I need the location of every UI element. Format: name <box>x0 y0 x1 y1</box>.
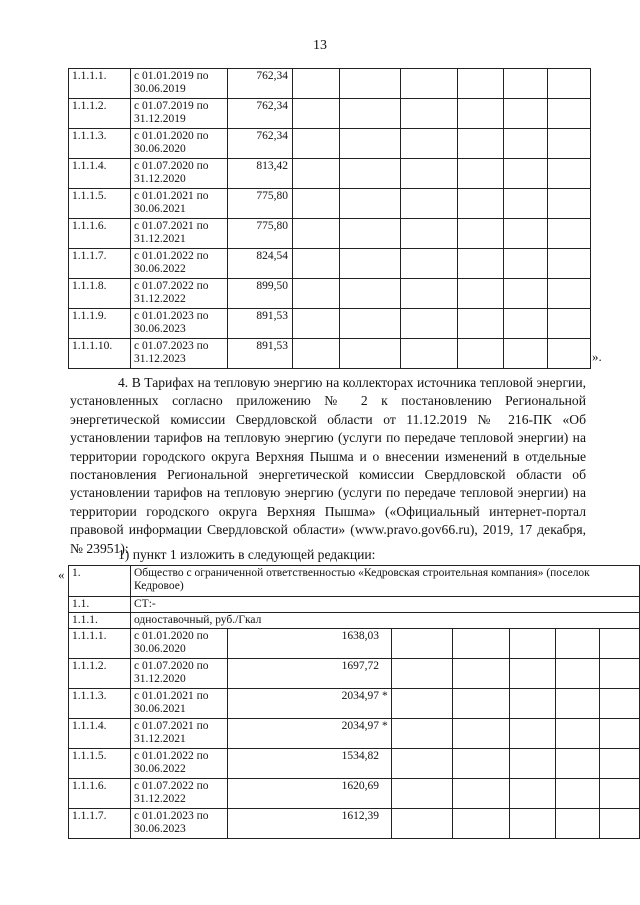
empty-cell <box>293 129 340 159</box>
empty-cell <box>340 99 401 129</box>
empty-cell <box>453 749 510 779</box>
empty-cell <box>392 719 453 749</box>
empty-cell <box>392 689 453 719</box>
empty-cell <box>504 339 548 369</box>
org-code: 1. <box>69 566 131 597</box>
row-code: 1.1.1.4. <box>69 159 131 189</box>
row-period: с 01.01.2020 по 30.06.2020 <box>131 129 228 159</box>
row-period: с 01.01.2021 по 30.06.2021 <box>131 689 228 719</box>
row-value: 775,80 <box>228 189 293 219</box>
row-code: 1.1.1.5. <box>69 749 131 779</box>
row-value: 762,34 <box>228 129 293 159</box>
empty-cell <box>504 309 548 339</box>
empty-cell <box>340 69 401 99</box>
empty-cell <box>556 749 600 779</box>
page-number: 13 <box>313 38 327 53</box>
empty-cell <box>392 659 453 689</box>
table-row <box>69 129 591 159</box>
table-row <box>69 189 591 219</box>
empty-cell <box>548 159 591 189</box>
row-period: с 01.01.2023 по 30.06.2023 <box>131 809 228 839</box>
empty-cell <box>392 749 453 779</box>
empty-cell <box>458 339 504 369</box>
empty-cell <box>504 159 548 189</box>
row-code: 1.1.1.5. <box>69 189 131 219</box>
table-row <box>69 689 640 719</box>
row-period: с 01.01.2023 по 30.06.2023 <box>131 309 228 339</box>
empty-cell <box>504 189 548 219</box>
table-row <box>69 219 591 249</box>
row-value: 824,54 <box>228 249 293 279</box>
empty-cell <box>401 129 458 159</box>
row-value: 813,42 <box>228 159 293 189</box>
table-row <box>69 659 640 689</box>
empty-cell <box>340 189 401 219</box>
table-row <box>69 309 591 339</box>
empty-cell <box>600 779 640 809</box>
empty-cell <box>458 69 504 99</box>
empty-cell <box>556 779 600 809</box>
empty-cell <box>401 189 458 219</box>
empty-cell <box>548 309 591 339</box>
empty-cell <box>600 659 640 689</box>
empty-cell <box>510 719 556 749</box>
row-code: 1.1.1.7. <box>69 809 131 839</box>
empty-cell <box>510 689 556 719</box>
empty-cell <box>340 279 401 309</box>
empty-cell <box>548 99 591 129</box>
row-period: с 01.01.2021 по 30.06.2021 <box>131 189 228 219</box>
empty-cell <box>556 809 600 839</box>
empty-cell <box>453 659 510 689</box>
empty-cell <box>556 719 600 749</box>
ct-row <box>69 597 640 613</box>
row-period: с 01.07.2020 по 31.12.2020 <box>131 659 228 689</box>
empty-cell <box>504 279 548 309</box>
row-period: с 01.07.2022 по 31.12.2022 <box>131 779 228 809</box>
row-value: 891,53 <box>228 309 293 339</box>
empty-cell <box>510 779 556 809</box>
table-row <box>69 629 640 659</box>
empty-cell <box>453 779 510 809</box>
empty-cell <box>504 99 548 129</box>
tariff-table-continuation <box>68 68 591 369</box>
empty-cell <box>510 659 556 689</box>
org-name: Общество с ограниченной ответственностью «Кедровская строительная компания» (поселок Кедровое) <box>131 566 640 597</box>
table-row <box>69 249 591 279</box>
row-mark <box>382 810 388 823</box>
empty-cell <box>504 129 548 159</box>
opening-quote: « <box>58 567 65 582</box>
empty-cell <box>293 249 340 279</box>
row-code: 1.1.1.7. <box>69 249 131 279</box>
amendment-paragraph <box>70 374 586 558</box>
empty-cell <box>510 749 556 779</box>
table-row <box>69 749 640 779</box>
row-value-cell <box>228 689 392 719</box>
empty-cell <box>510 629 556 659</box>
row-mark <box>382 780 388 793</box>
empty-cell <box>293 99 340 129</box>
table-row <box>69 99 591 129</box>
empty-cell <box>556 659 600 689</box>
empty-cell <box>293 279 340 309</box>
empty-cell <box>556 689 600 719</box>
row-mark <box>382 750 388 763</box>
table-row <box>69 279 591 309</box>
row-value: 1612,39 <box>341 810 379 822</box>
row-value: 762,34 <box>228 69 293 99</box>
empty-cell <box>600 689 640 719</box>
row-mark <box>382 660 388 673</box>
empty-cell <box>401 279 458 309</box>
empty-cell <box>340 219 401 249</box>
row-value: 775,80 <box>228 219 293 249</box>
row-code: 1.1.1.3. <box>69 689 131 719</box>
empty-cell <box>600 749 640 779</box>
ct-code: 1.1. <box>69 597 131 613</box>
empty-cell <box>504 219 548 249</box>
empty-cell <box>392 779 453 809</box>
table-row <box>69 159 591 189</box>
empty-cell <box>392 809 453 839</box>
row-value: 1620,69 <box>341 780 379 792</box>
empty-cell <box>600 809 640 839</box>
row-period: с 01.07.2023 по 31.12.2023 <box>131 339 228 369</box>
row-value-cell <box>228 809 392 839</box>
table-row <box>69 339 591 369</box>
empty-cell <box>548 69 591 99</box>
row-code: 1.1.1.10. <box>69 339 131 369</box>
row-value: 2034,97 <box>341 690 379 702</box>
empty-cell <box>458 279 504 309</box>
empty-cell <box>453 629 510 659</box>
empty-cell <box>340 249 401 279</box>
empty-cell <box>293 159 340 189</box>
empty-cell <box>510 809 556 839</box>
empty-cell <box>293 189 340 219</box>
closing-quote: ». <box>592 349 602 364</box>
empty-cell <box>401 219 458 249</box>
empty-cell <box>504 249 548 279</box>
row-value: 762,34 <box>228 99 293 129</box>
row-period: с 01.07.2019 по 31.12.2019 <box>131 99 228 129</box>
row-value: 1697,72 <box>341 660 379 672</box>
row-mark: * <box>382 720 388 732</box>
row-code: 1.1.1.3. <box>69 129 131 159</box>
row-code: 1.1.1.1. <box>69 69 131 99</box>
empty-cell <box>401 309 458 339</box>
row-period: с 01.07.2021 по 31.12.2021 <box>131 719 228 749</box>
paragraph-text: 4. В Тарифах на тепловую энергию на коллекторах источника тепловой энергии, установленных согласно приложению № 2 к постановлению Региональной энергетической комиссии Свердловской области от 11.12.2019 № 216-ПК «Об установлении тарифов на тепловую энергию (услуги по передаче тепловой энергии) на территории городского округа Верхняя Пышма и о внесении изменений в отдельные постановления Региональной энергетической комиссии Свердловской области об установлении тарифов на тепловую энергию (услуги по передаче тепловой энергии) на территории городского округа Верхняя Пышма» («Официальный интернет-портал правовой информации Свердловской области» (www.pravo.gov66.ru), 2019, 17 декабря, № 23951): <box>70 375 586 556</box>
empty-cell <box>401 249 458 279</box>
empty-cell <box>548 129 591 159</box>
empty-cell <box>458 159 504 189</box>
empty-cell <box>548 189 591 219</box>
empty-cell <box>293 339 340 369</box>
empty-cell <box>340 129 401 159</box>
row-code: 1.1.1.6. <box>69 219 131 249</box>
table-row <box>69 779 640 809</box>
ct-label: СТ:- <box>131 597 640 613</box>
empty-cell <box>401 159 458 189</box>
row-period: с 01.01.2020 по 30.06.2020 <box>131 629 228 659</box>
empty-cell <box>340 159 401 189</box>
empty-cell <box>458 189 504 219</box>
table-row <box>69 809 640 839</box>
row-value: 1534,82 <box>341 750 379 762</box>
empty-cell <box>600 719 640 749</box>
row-period: с 01.01.2022 по 30.06.2022 <box>131 249 228 279</box>
row-value: 899,50 <box>228 279 293 309</box>
row-period: с 01.07.2022 по 31.12.2022 <box>131 279 228 309</box>
empty-cell <box>556 629 600 659</box>
empty-cell <box>401 339 458 369</box>
rate-code: 1.1.1. <box>69 613 131 629</box>
empty-cell <box>458 129 504 159</box>
row-code: 1.1.1.2. <box>69 99 131 129</box>
empty-cell <box>548 249 591 279</box>
rate-label: одноставочный, руб./Гкал <box>131 613 640 629</box>
row-code: 1.1.1.8. <box>69 279 131 309</box>
empty-cell <box>453 689 510 719</box>
empty-cell <box>340 339 401 369</box>
row-period: с 01.01.2022 по 30.06.2022 <box>131 749 228 779</box>
empty-cell <box>392 629 453 659</box>
empty-cell <box>401 99 458 129</box>
empty-cell <box>548 219 591 249</box>
row-period: с 01.01.2019 по 30.06.2019 <box>131 69 228 99</box>
empty-cell <box>293 219 340 249</box>
row-code: 1.1.1.4. <box>69 719 131 749</box>
org-row <box>69 566 640 597</box>
tariff-table-new <box>68 565 640 839</box>
row-code: 1.1.1.6. <box>69 779 131 809</box>
empty-cell <box>458 309 504 339</box>
row-value: 2034,97 <box>341 720 379 732</box>
row-code: 1.1.1.9. <box>69 309 131 339</box>
row-value-cell <box>228 719 392 749</box>
row-code: 1.1.1.1. <box>69 629 131 659</box>
empty-cell <box>453 809 510 839</box>
row-mark: * <box>382 690 388 702</box>
empty-cell <box>548 279 591 309</box>
empty-cell <box>293 69 340 99</box>
row-value-cell <box>228 629 392 659</box>
row-value-cell <box>228 779 392 809</box>
empty-cell <box>453 719 510 749</box>
row-value: 1638,03 <box>341 630 379 642</box>
empty-cell <box>458 219 504 249</box>
row-period: с 01.07.2021 по 31.12.2021 <box>131 219 228 249</box>
row-code: 1.1.1.2. <box>69 659 131 689</box>
empty-cell <box>600 629 640 659</box>
subitem-heading: 1) пункт 1 изложить в следующей редакции: <box>118 547 376 562</box>
row-value-cell <box>228 659 392 689</box>
empty-cell <box>293 309 340 339</box>
table-row <box>69 69 591 99</box>
empty-cell <box>340 309 401 339</box>
rate-row <box>69 613 640 629</box>
row-value-cell <box>228 749 392 779</box>
row-value: 891,53 <box>228 339 293 369</box>
empty-cell <box>458 99 504 129</box>
row-period: с 01.07.2020 по 31.12.2020 <box>131 159 228 189</box>
row-mark <box>382 630 388 643</box>
empty-cell <box>548 339 591 369</box>
empty-cell <box>504 69 548 99</box>
empty-cell <box>458 249 504 279</box>
table-row <box>69 719 640 749</box>
empty-cell <box>401 69 458 99</box>
